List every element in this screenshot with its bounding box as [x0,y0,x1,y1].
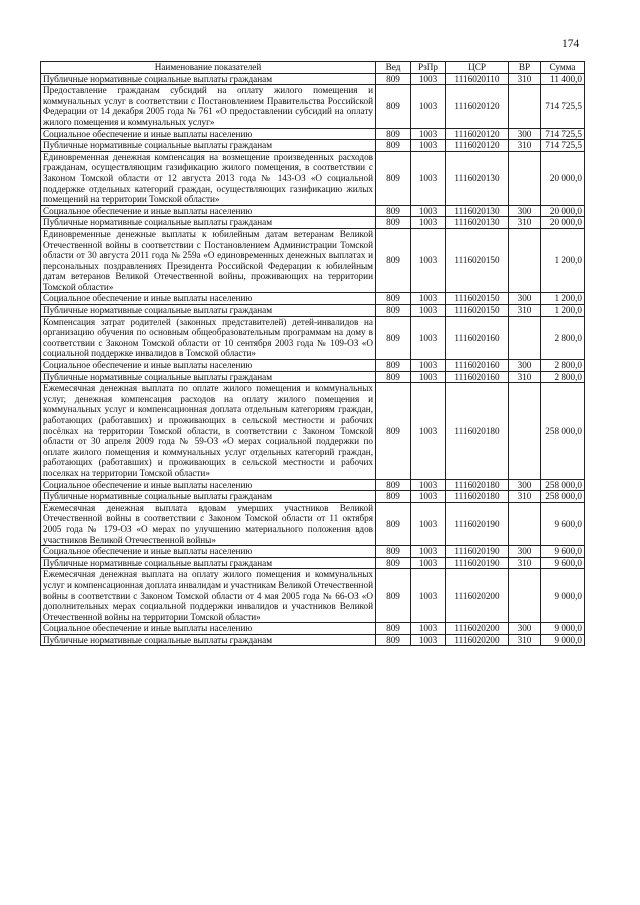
cell-ved: 809 [376,569,411,623]
table-row [41,479,585,491]
cell-name: Ежемесячная денежная выплата вдовам умерших участников Великой Отечественной войны в соответствии с Законом Томской области от 11 октября 2005 года № 179-ОЗ «О мерах по улучшению материального положения вдов участников Великой Отечественной войны» [41,502,376,545]
table-row [41,151,585,205]
cell-rzpr: 1003 [411,623,446,635]
cell-rzpr: 1003 [411,305,446,317]
cell-ved: 809 [376,479,411,491]
cell-ved: 809 [376,371,411,383]
cell-sum: 20 000,0 [541,151,585,205]
cell-csr: 1116020200 [446,569,509,623]
header-sum: Сумма [541,62,585,74]
cell-sum: 9 600,0 [541,557,585,569]
cell-rzpr: 1003 [411,73,446,85]
cell-vr [509,316,541,359]
cell-csr: 1116020160 [446,371,509,383]
cell-csr: 1116020180 [446,383,509,479]
header-vr: ВР [509,62,541,74]
cell-rzpr: 1003 [411,557,446,569]
cell-ved: 809 [376,293,411,305]
cell-name: Публичные нормативные социальные выплаты гражданам [41,217,376,229]
cell-sum: 20 000,0 [541,217,585,229]
cell-rzpr: 1003 [411,360,446,372]
cell-vr [509,151,541,205]
table-row [41,316,585,359]
table-row [41,85,585,128]
cell-rzpr: 1003 [411,151,446,205]
cell-rzpr: 1003 [411,228,446,293]
budget-table [40,61,585,646]
cell-csr: 1116020200 [446,634,509,646]
cell-rzpr: 1003 [411,85,446,128]
cell-sum: 9 600,0 [541,546,585,558]
cell-vr [509,502,541,545]
cell-ved: 809 [376,502,411,545]
table-row [41,73,585,85]
table-row [41,557,585,569]
header-rzpr: РзПр [411,62,446,74]
cell-name: Социальное обеспечение и иные выплаты населению [41,293,376,305]
cell-rzpr: 1003 [411,293,446,305]
cell-csr: 1116020150 [446,228,509,293]
cell-vr: 310 [509,557,541,569]
table-row [41,623,585,635]
table-row [41,383,585,479]
cell-ved: 809 [376,140,411,152]
cell-vr: 310 [509,634,541,646]
cell-ved: 809 [376,228,411,293]
cell-csr: 1116020190 [446,502,509,545]
cell-name: Публичные нормативные социальные выплаты гражданам [41,73,376,85]
cell-name: Публичные нормативные социальные выплаты гражданам [41,557,376,569]
cell-csr: 1116020120 [446,85,509,128]
cell-name: Публичные нормативные социальные выплаты гражданам [41,634,376,646]
cell-sum: 714 725,5 [541,85,585,128]
table-row [41,360,585,372]
cell-csr: 1116020160 [446,360,509,372]
table-row [41,491,585,503]
cell-sum: 1 200,0 [541,293,585,305]
cell-sum: 258 000,0 [541,479,585,491]
cell-csr: 1116020130 [446,151,509,205]
cell-sum: 1 200,0 [541,228,585,293]
cell-csr: 1116020150 [446,293,509,305]
cell-vr [509,569,541,623]
cell-name: Социальное обеспечение и иные выплаты населению [41,128,376,140]
table-header-row [41,62,585,74]
cell-rzpr: 1003 [411,371,446,383]
cell-csr: 1116020190 [446,546,509,558]
cell-vr [509,383,541,479]
table-row [41,217,585,229]
cell-name: Социальное обеспечение и иные выплаты населению [41,623,376,635]
cell-ved: 809 [376,85,411,128]
cell-sum: 11 400,0 [541,73,585,85]
cell-rzpr: 1003 [411,128,446,140]
cell-name: Единовременная денежная компенсация на возмещение произведенных расходов гражданам, осуществляющим газификацию жилого помещения, в соответствии с Законом Томской области от 12 августа 2013 года № 143-ОЗ «О социальной поддержке отдельных категорий граждан, осуществляющих газификацию жилых помещений на территории Томской области» [41,151,376,205]
cell-sum: 9 000,0 [541,634,585,646]
cell-vr [509,228,541,293]
cell-sum: 1 200,0 [541,305,585,317]
cell-rzpr: 1003 [411,205,446,217]
cell-name: Публичные нормативные социальные выплаты гражданам [41,140,376,152]
table-row [41,293,585,305]
table-row [41,128,585,140]
header-ved: Вед [376,62,411,74]
table-row [41,569,585,623]
table-row [41,634,585,646]
table-row [41,305,585,317]
cell-name: Социальное обеспечение и иные выплаты населению [41,360,376,372]
cell-csr: 1116020120 [446,128,509,140]
cell-vr: 310 [509,371,541,383]
cell-sum: 2 800,0 [541,316,585,359]
cell-rzpr: 1003 [411,569,446,623]
header-csr: ЦСР [446,62,509,74]
cell-name: Единовременные денежные выплаты к юбилейным датам ветеранам Великой Отечественной войны в соответствии с Постановлением Администрации Томской области от 30 августа 2011 года № 259а «О единовременных денежных выплатах и персональных поздравлениях Президента Российской Федерации к юбилейным датам ветеранов Великой Отечественной войны, проживающих на территории Томской области» [41,228,376,293]
cell-ved: 809 [376,316,411,359]
cell-csr: 1116020120 [446,140,509,152]
cell-vr: 300 [509,479,541,491]
cell-sum: 9 600,0 [541,502,585,545]
cell-rzpr: 1003 [411,491,446,503]
cell-sum: 258 000,0 [541,491,585,503]
header-name: Наименование показателей [41,62,376,74]
cell-vr: 300 [509,360,541,372]
table-row [41,205,585,217]
cell-vr: 310 [509,73,541,85]
cell-ved: 809 [376,217,411,229]
cell-sum: 258 000,0 [541,383,585,479]
cell-sum: 9 000,0 [541,569,585,623]
cell-vr: 310 [509,491,541,503]
cell-csr: 1116020200 [446,623,509,635]
table-row [41,546,585,558]
cell-ved: 809 [376,128,411,140]
cell-rzpr: 1003 [411,140,446,152]
cell-rzpr: 1003 [411,502,446,545]
cell-name: Социальное обеспечение и иные выплаты населению [41,479,376,491]
cell-ved: 809 [376,623,411,635]
table-row [41,228,585,293]
cell-name: Социальное обеспечение и иные выплаты населению [41,546,376,558]
cell-csr: 1116020110 [446,73,509,85]
cell-sum: 714 725,5 [541,140,585,152]
cell-ved: 809 [376,73,411,85]
cell-vr: 310 [509,217,541,229]
cell-ved: 809 [376,383,411,479]
cell-rzpr: 1003 [411,479,446,491]
cell-rzpr: 1003 [411,546,446,558]
cell-vr: 310 [509,140,541,152]
cell-vr: 300 [509,128,541,140]
cell-sum: 2 800,0 [541,371,585,383]
cell-ved: 809 [376,205,411,217]
cell-name: Социальное обеспечение и иные выплаты населению [41,205,376,217]
cell-vr: 310 [509,305,541,317]
cell-name: Ежемесячная денежная выплата на оплату жилого помещения и коммунальных услуг и компенсационная доплата инвалидам и участникам Великой Отечественной войны в соответствии с Законом Томской области от 4 мая 2005 года № 66-ОЗ «О дополнительных мерах социальной поддержки инвалидов и участников Великой Отечественной войны на территории Томской области» [41,569,376,623]
cell-ved: 809 [376,634,411,646]
cell-csr: 1116020160 [446,316,509,359]
cell-csr: 1116020180 [446,491,509,503]
cell-name: Ежемесячная денежная выплата по оплате жилого помещения и коммунальных услуг, денежная компенсация расходов на оплату жилого помещения и коммунальных услуг и компенсационная доплата отдельным категориям граждан, работающих (работавших) и проживающих в сельской местности и рабочих посёлках на территории Томской области, в соответствии с Законом Томской области от 30 апреля 2009 года № 59-ОЗ «О мерах социальной поддержки по оплате жилого помещения и коммунальных услуг отдельных категорий граждан, работающих (работавших) и проживающих в сельской местности и рабочих поселках на территории Томской области» [41,383,376,479]
cell-csr: 1116020130 [446,217,509,229]
cell-ved: 809 [376,151,411,205]
cell-name: Публичные нормативные социальные выплаты гражданам [41,305,376,317]
table-row [41,502,585,545]
cell-name: Публичные нормативные социальные выплаты гражданам [41,491,376,503]
cell-name: Публичные нормативные социальные выплаты гражданам [41,371,376,383]
cell-sum: 714 725,5 [541,128,585,140]
cell-ved: 809 [376,305,411,317]
cell-csr: 1116020150 [446,305,509,317]
table-row [41,140,585,152]
cell-vr: 300 [509,293,541,305]
cell-csr: 1116020180 [446,479,509,491]
table-row [41,371,585,383]
cell-name: Компенсация затрат родителей (законных представителей) детей-инвалидов на организацию обучения по основным общеобразовательным программам на дому в соответствии с Законом Томской области от 10 сентября 2003 года № 109-ОЗ «О социальной поддержке инвалидов в Томской области» [41,316,376,359]
cell-ved: 809 [376,360,411,372]
cell-sum: 9 000,0 [541,623,585,635]
cell-ved: 809 [376,491,411,503]
page-number: 174 [562,38,580,50]
cell-rzpr: 1003 [411,316,446,359]
cell-csr: 1116020190 [446,557,509,569]
cell-csr: 1116020130 [446,205,509,217]
cell-ved: 809 [376,557,411,569]
cell-rzpr: 1003 [411,217,446,229]
cell-name: Предоставление гражданам субсидий на оплату жилого помещения и коммунальных услуг в соответствии с Постановлением Правительства Российской Федерации от 14 декабря 2005 года № 761 «О предоставлении субсидий на оплату жилого помещения и коммунальных услуг» [41,85,376,128]
cell-sum: 20 000,0 [541,205,585,217]
cell-sum: 2 800,0 [541,360,585,372]
cell-rzpr: 1003 [411,634,446,646]
cell-rzpr: 1003 [411,383,446,479]
cell-vr: 300 [509,623,541,635]
cell-vr [509,85,541,128]
cell-ved: 809 [376,546,411,558]
cell-vr: 300 [509,205,541,217]
cell-vr: 300 [509,546,541,558]
